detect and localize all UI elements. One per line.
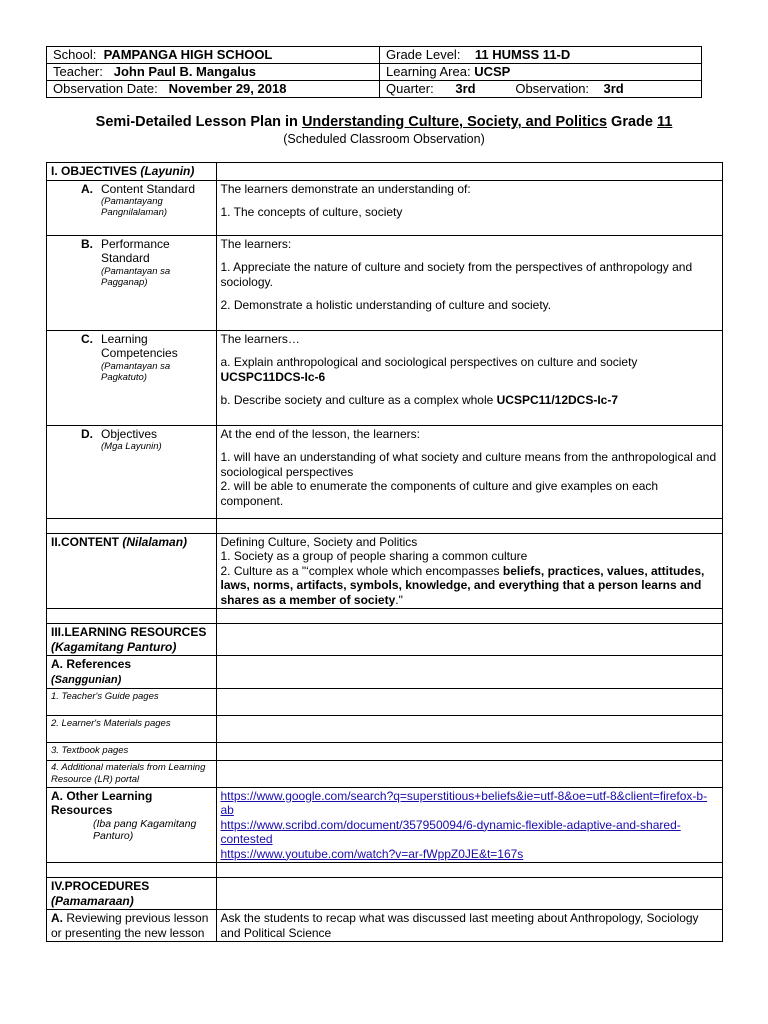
textbook-label: 3. Textbook pages bbox=[47, 743, 217, 761]
references-it: (Sanggunian) bbox=[51, 673, 122, 686]
date-value: November 29, 2018 bbox=[168, 81, 287, 96]
grade-cell bbox=[380, 47, 702, 64]
school-cell bbox=[47, 47, 380, 64]
competencies-code-1: UCSPC11DCS-Ic-6 bbox=[220, 369, 326, 384]
objectives-title: Objectives bbox=[101, 426, 158, 441]
competencies-title: Learning Competencies bbox=[101, 331, 178, 360]
learners-materials-label: 2. Learner's Materials pages bbox=[47, 716, 217, 743]
content-standard-title: Content Standard bbox=[101, 181, 196, 196]
content-value bbox=[216, 533, 723, 609]
reviewing-row bbox=[47, 910, 723, 942]
objectives-sub: (Mga Layunin) bbox=[101, 441, 162, 452]
content-standard-value bbox=[216, 180, 723, 235]
other-resources-links bbox=[216, 787, 723, 863]
teacher-cell bbox=[47, 64, 380, 81]
performance-intro: The learners: bbox=[220, 236, 292, 251]
performance-standard-label bbox=[47, 235, 217, 330]
content-heading-it: (Nilalaman) bbox=[122, 534, 188, 549]
content-standard-item: 1. The concepts of culture, society bbox=[220, 205, 403, 219]
other-resources-label bbox=[47, 787, 217, 863]
lesson-plan-table bbox=[46, 162, 723, 942]
performance-standard-row bbox=[47, 235, 723, 330]
content-line-3-pre: 2. Culture as a "‘complex whole which encompasses bbox=[220, 563, 503, 578]
procedures-heading-it: (Pamamaraan) bbox=[51, 893, 134, 908]
reviewing-letter: A. bbox=[51, 911, 63, 925]
content-line-3-bold: beliefs, practices, values, attitudes, laws, norms, artifacts, symbols, knowledge, and everything that a person learns and shares as a member of society bbox=[220, 563, 705, 607]
quarter-label: Quarter: bbox=[386, 81, 434, 96]
content-standard-sub: (Pamantayang Pangnilalaman) bbox=[101, 196, 168, 218]
reviewing-text: Reviewing previous lesson or presenting the new lesson bbox=[51, 911, 209, 940]
date-label: Observation Date: bbox=[53, 81, 158, 96]
references-row bbox=[47, 656, 723, 689]
content-heading bbox=[47, 533, 217, 609]
resources-heading-text: III.LEARNING RESOURCES bbox=[51, 625, 207, 639]
page-title bbox=[0, 114, 768, 130]
objectives-heading-text: I. OBJECTIVES bbox=[51, 164, 141, 178]
google-link[interactable]: https://www.google.com/search?q=superstitious+beliefs&ie=utf-8&oe=utf-8&client=firefox-b-ab bbox=[220, 788, 708, 817]
content-standard-intro: The learners demonstrate an understanding of: bbox=[220, 181, 471, 196]
reviewing-desc: Ask the students to recap what was discussed last meeting about Anthropology, Sociology and Political Science bbox=[216, 910, 723, 942]
content-line-1: Defining Culture, Society and Politics bbox=[220, 534, 418, 549]
competencies-item-1: a. Explain anthropological and sociological perspectives on culture and society bbox=[220, 355, 638, 369]
area-label: Learning Area: bbox=[386, 64, 471, 79]
teachers-guide-row bbox=[47, 689, 723, 716]
letter-d: D. bbox=[81, 426, 93, 441]
letter-c: C. bbox=[81, 331, 93, 346]
title-grade-word: Grade bbox=[607, 114, 657, 130]
youtube-link[interactable]: https://www.youtube.com/watch?v=ar-fWppZ0JE&t=167s bbox=[220, 846, 524, 861]
objectives-intro: At the end of the lesson, the learners: bbox=[220, 426, 420, 441]
scribd-link[interactable]: https://www.scribd.com/document/357950094/6-dynamic-flexible-adaptive-and-shared-contested bbox=[220, 817, 681, 846]
resources-row bbox=[47, 624, 723, 656]
reviewing-label bbox=[47, 910, 217, 942]
competencies-intro: The learners… bbox=[220, 331, 300, 346]
performance-item-1: 1. Appreciate the nature of culture and society from the perspectives of anthropology and sociology. bbox=[220, 260, 693, 289]
quarter-value: 3rd bbox=[455, 81, 476, 96]
content-row bbox=[47, 533, 723, 609]
quarter-cell bbox=[380, 81, 702, 98]
other-resources-row bbox=[47, 787, 723, 863]
school-value: PAMPANGA HIGH SCHOOL bbox=[103, 47, 273, 62]
procedures-heading-text: IV.PROCEDURES bbox=[51, 879, 150, 893]
letter-b: B. bbox=[81, 236, 93, 251]
performance-standard-title: Performance Standard bbox=[101, 236, 170, 265]
resources-heading-it: (Kagamitang Panturo) bbox=[51, 639, 177, 654]
performance-item-2: 2. Demonstrate a holistic understanding of culture and society. bbox=[220, 298, 552, 312]
content-standard-row bbox=[47, 180, 723, 235]
learners-materials-row bbox=[47, 716, 723, 743]
teacher-label: Teacher: bbox=[53, 64, 103, 79]
other-resources-it: (Iba pang Kagamitang Panturo) bbox=[93, 817, 197, 842]
competencies-item-2: b. Describe society and culture as a complex whole bbox=[220, 393, 497, 407]
objectives-item-2: 2. will be able to enumerate the components of culture and give examples on each component. bbox=[220, 479, 659, 508]
textbook-row bbox=[47, 743, 723, 761]
school-label: School: bbox=[53, 47, 97, 62]
other-resources-text: A. Other Learning Resources bbox=[51, 788, 153, 817]
area-value: UCSP bbox=[474, 64, 511, 79]
objectives-label bbox=[47, 425, 217, 518]
letter-a: A. bbox=[81, 181, 93, 196]
spacer-row-1 bbox=[47, 518, 723, 533]
title-subject: Understanding Culture, Society, and Politics bbox=[301, 114, 608, 130]
spacer-row-3 bbox=[47, 863, 723, 878]
objectives-heading-blank bbox=[216, 163, 723, 181]
competencies-code-2: UCSPC11/12DCS-Ic-7 bbox=[496, 393, 619, 407]
learning-competencies-value bbox=[216, 330, 723, 425]
performance-standard-sub: (Pamantayan sa Pagganap) bbox=[101, 265, 171, 288]
references-text: A. References bbox=[51, 657, 132, 671]
spacer-row-2 bbox=[47, 609, 723, 624]
content-heading-text: II.CONTENT bbox=[51, 534, 123, 549]
content-line-3-end: ." bbox=[395, 592, 403, 607]
references-label bbox=[47, 656, 217, 689]
learning-competencies-row bbox=[47, 330, 723, 425]
area-cell bbox=[380, 64, 702, 81]
teacher-value: John Paul B. Mangalus bbox=[113, 64, 257, 79]
procedures-row bbox=[47, 878, 723, 910]
observation-value: 3rd bbox=[603, 81, 624, 96]
procedures-heading bbox=[47, 878, 217, 910]
lr-portal-row bbox=[47, 760, 723, 787]
objectives-value bbox=[216, 425, 723, 518]
objectives-row bbox=[47, 425, 723, 518]
competencies-sub: (Pamantayan sa Pagkatuto) bbox=[101, 360, 171, 383]
header-table bbox=[46, 46, 702, 98]
title-prefix: Semi-Detailed Lesson Plan in bbox=[95, 114, 302, 130]
content-line-2: 1. Society as a group of people sharing a common culture bbox=[220, 549, 528, 563]
lr-portal-label: 4. Additional materials from Learning Resource (LR) portal bbox=[47, 760, 217, 787]
teachers-guide-label: 1. Teacher's Guide pages bbox=[47, 689, 217, 716]
grade-label: Grade Level: bbox=[386, 47, 461, 62]
resources-heading bbox=[47, 624, 217, 656]
objectives-item-1: 1. will have an understanding of what society and culture means from the anthropological and sociological perspectives bbox=[220, 450, 717, 479]
grade-value: 11 HUMSS 11-D bbox=[474, 47, 571, 62]
objectives-heading-it: (Layunin) bbox=[140, 164, 195, 178]
content-standard-label bbox=[47, 180, 217, 235]
observation-label: Observation: bbox=[515, 81, 590, 96]
performance-standard-value bbox=[216, 235, 723, 330]
date-cell bbox=[47, 81, 380, 98]
page-subtitle: (Scheduled Classroom Observation) bbox=[283, 132, 485, 146]
learning-competencies-label bbox=[47, 330, 217, 425]
objectives-heading bbox=[47, 163, 217, 181]
title-grade-num: 11 bbox=[657, 114, 673, 130]
